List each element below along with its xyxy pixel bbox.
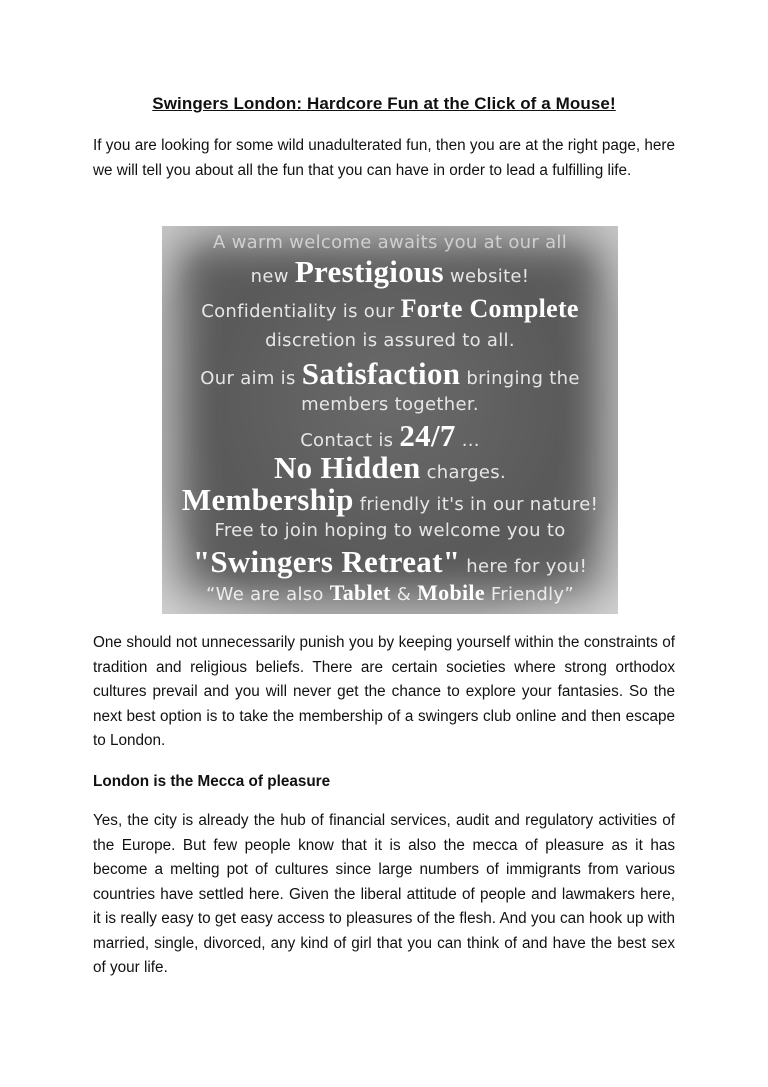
body-paragraph-2: One should not unnecessarily punish you by keeping yourself within the constraints of tradition and religious beliefs. There are certain societies where strong orthodox cultures prevail and you will never get the chance to explore your fantasies. So the next best option is to take the membership of a swingers club online and then escape to London.: [93, 634, 675, 749]
intro-paragraph: If you are looking for some wild unadulterated fun, then you are at the right page, here we will tell you about all the fun that you can have in order to lead a fulfilling life.: [93, 137, 675, 179]
section-heading: London is the Mecca of pleasure: [93, 773, 331, 790]
banner-line-12-a: “We are also: [206, 584, 324, 605]
banner-line-3: [162, 294, 618, 324]
welcome-banner-image: [162, 226, 618, 614]
banner-line-8-b: charges.: [426, 462, 506, 483]
banner-line-5-a: Our aim is: [200, 368, 296, 389]
banner-line-10: Free to join hoping to welcome you to: [214, 520, 566, 541]
banner-line-11-b: here for you!: [466, 556, 588, 577]
banner-line-5-b: Satisfaction: [301, 356, 461, 391]
document-title: Swingers London: Hardcore Fun at the Click of a Mouse!: [152, 94, 616, 113]
banner-line-11-a: "Swingers Retreat": [192, 544, 461, 579]
banner-line-12-b: Tablet: [329, 580, 391, 605]
banner-line-2: [162, 254, 618, 290]
banner-line-11: [162, 544, 618, 580]
banner-line-3-b: Forte Complete: [400, 294, 579, 323]
banner-line-12-e: Friendly”: [490, 584, 574, 605]
banner-line-2-b: Prestigious: [294, 254, 444, 289]
banner-line-12: [162, 580, 618, 606]
banner-line-9: [162, 482, 618, 518]
banner-line-7-c: ...: [461, 430, 480, 451]
banner-line-12-d: Mobile: [417, 580, 485, 605]
banner-line-12-c: &: [396, 584, 412, 605]
banner-line-1: A warm welcome awaits you at our all: [212, 232, 568, 253]
banner-line-8: [162, 450, 618, 486]
banner-line-9-a: Membership: [181, 482, 354, 517]
body-paragraph-3: Yes, the city is already the hub of financial services, audit and regulatory activities of the Europe. But few people know that it is also the mecca of pleasure as it has become a melting pot of cultures since large numbers of immigrants from various countries have settled here. Given the liberal attitude of people and lawmakers here, it is really easy to get easy access to pleasures of the flesh. And you can hook up with married, single, divorced, any kind of girl that you can think of and have the best sex of your life.: [93, 812, 675, 976]
banner-line-6: members together.: [301, 394, 479, 415]
banner-line-7: [162, 418, 618, 454]
banner-line-2-a: new: [250, 266, 289, 287]
banner-line-7-b: 24/7: [399, 418, 456, 453]
banner-line-4: discretion is assured to all.: [265, 330, 515, 351]
banner-line-7-a: Contact is: [300, 430, 394, 451]
banner-line-5: [162, 356, 618, 392]
banner-line-2-c: website!: [449, 266, 530, 287]
banner-line-3-a: Confidentiality is our: [201, 301, 395, 322]
banner-line-8-a: No Hidden: [274, 450, 421, 485]
banner-line-9-b: friendly it's in our nature!: [359, 494, 599, 515]
banner-line-5-c: bringing the: [466, 368, 580, 389]
